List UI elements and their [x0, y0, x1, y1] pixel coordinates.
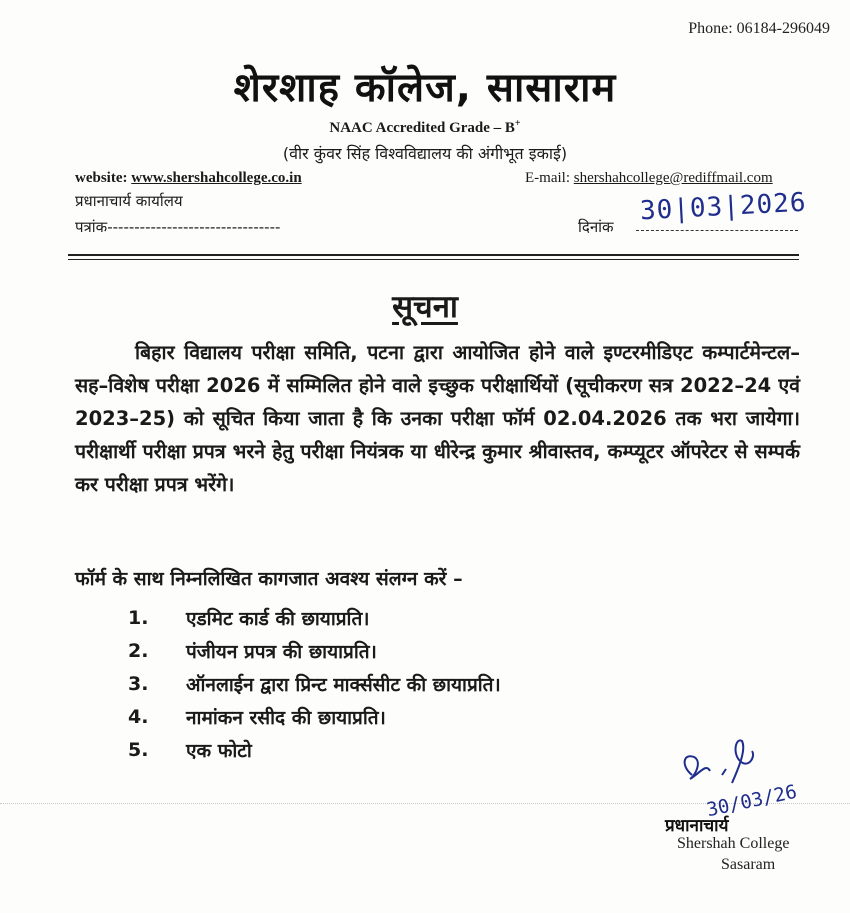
naac-accreditation — [0, 118, 850, 137]
list-item — [128, 667, 501, 700]
list-item — [128, 601, 501, 634]
phone-number: Phone: 06184-296049 — [688, 20, 830, 37]
seal-place: Sasaram — [721, 856, 776, 873]
office-name: प्रधानाचार्य कार्यालय — [75, 192, 183, 210]
college-name: शेरशाह कॉलेज, सासाराम — [233, 65, 617, 111]
date-label: दिनांक — [578, 218, 614, 236]
list-item — [128, 733, 501, 766]
naac-text: NAAC Accredited Grade – B — [329, 120, 515, 136]
signatory-title: प्रधानाचार्य — [665, 816, 729, 836]
website-line — [75, 170, 302, 187]
email-label: E-mail: — [525, 170, 570, 186]
handwritten-date: 30|03|2026 — [639, 187, 808, 227]
website-label: website: — [75, 170, 128, 186]
email-link[interactable]: shershahcollege@rediffmail.com — [573, 170, 773, 186]
header-divider-thin — [68, 259, 799, 260]
seal-college-name: Shershah College — [677, 835, 790, 852]
notice-heading — [0, 285, 850, 327]
documents-list — [128, 601, 501, 766]
signature-date: 30/03/26 — [704, 780, 799, 822]
list-item — [128, 634, 501, 667]
list-item-text: एडमिट कार्ड की छायाप्रति। — [186, 607, 370, 630]
list-item-text: एक फोटो — [186, 739, 252, 762]
list-item-number: 4. — [128, 705, 149, 728]
list-item-number: 2. — [128, 639, 149, 662]
list-item-text: ऑनलाईन द्वारा प्रिन्ट मार्क्ससीट की छायाप्रति। — [186, 673, 501, 696]
list-item-number: 3. — [128, 672, 149, 695]
header-divider-thick — [68, 254, 799, 256]
website-link[interactable]: www.shershahcollege.co.in — [131, 170, 302, 186]
letter-number: पत्रांक-------------------------------- — [75, 218, 281, 236]
list-item — [128, 700, 501, 733]
email-line — [525, 170, 773, 187]
list-item-number: 1. — [128, 606, 149, 629]
naac-grade-sup: + — [514, 118, 521, 129]
list-item-number: 5. — [128, 738, 149, 761]
documents-list-intro: फॉर्म के साथ निम्नलिखित कागजात अवश्य संलग्न करें – — [75, 568, 463, 590]
notice-body: बिहार विद्यालय परीक्षा समिति, पटना द्वारा आयोजित होने वाले इण्टरमीडिएट कम्पार्टमेन्टल–सह–विशेष परीक्षा 2026 में सम्मिलित होने वाले इच्छुक परीक्षार्थियों (सूचीकरण सत्र 2022–24 एवं 2023–25) को सूचित किया जाता है कि उनका परीक्षा फॉर्म 02.04.2026 तक भरा जायेगा। परीक्षार्थी परीक्षा प्रपत्र भरने हेतु परीक्षा नियंत्रक या धीरेन्द्र कुमार श्रीवास्तव, कम्प्यूटर ऑपरेटर से सम्पर्क कर परीक्षा प्रपत्र भरेंगे। — [75, 341, 800, 496]
affiliation-line: (वीर कुंवर सिंह विश्वविद्यालय की अंगीभूत इकाई) — [282, 144, 568, 163]
list-item-text: नामांकन रसीद की छायाप्रति। — [186, 706, 386, 729]
list-item-text: पंजीयन प्रपत्र की छायाप्रति। — [186, 640, 377, 663]
date-dotted-line — [636, 230, 798, 231]
notice-heading-text: सूचना — [392, 289, 458, 325]
